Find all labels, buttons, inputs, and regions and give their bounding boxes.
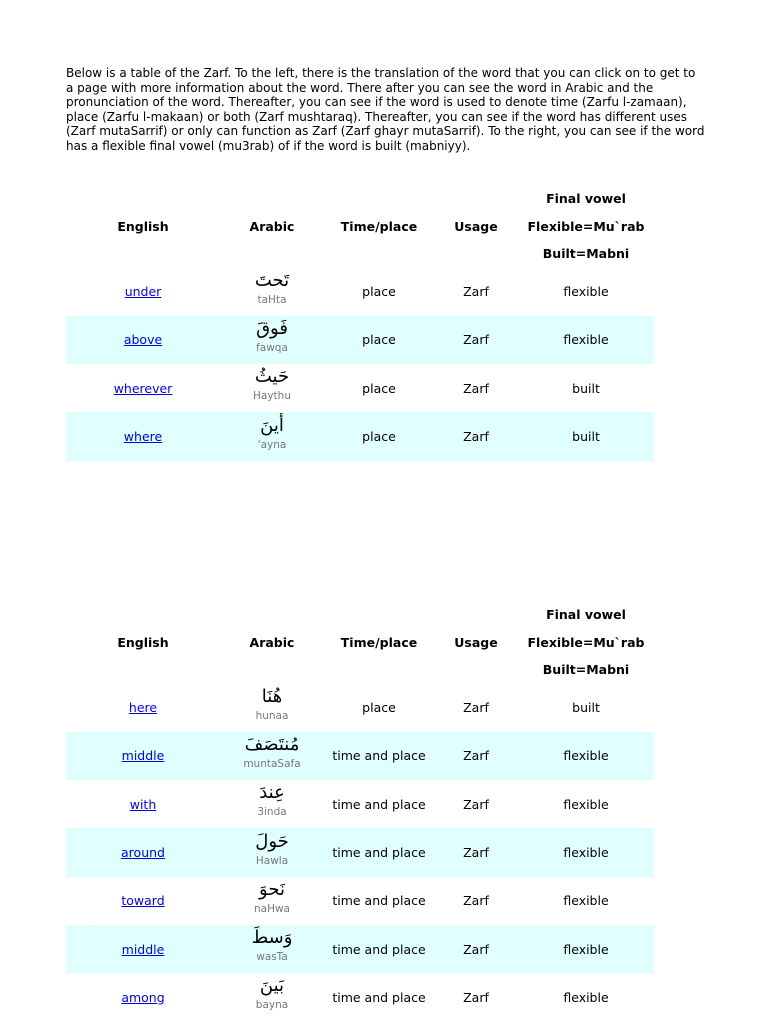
usage-cell: Zarf	[463, 989, 489, 1005]
table-row	[66, 877, 654, 925]
header-arabic: Arabic	[249, 634, 295, 650]
arabic-cell	[220, 316, 324, 364]
time-place-cell: time and place	[332, 796, 426, 812]
arabic-word: بَينَ	[259, 975, 285, 997]
final-vowel-cell: flexible	[563, 989, 609, 1005]
header-english: English	[117, 634, 169, 650]
english-word-link[interactable]: wherever	[113, 380, 173, 396]
final-vowel-cell: flexible	[518, 732, 654, 780]
arabic-cell	[220, 877, 324, 925]
arabic-word: حَولَ	[255, 830, 289, 852]
usage-cell: Zarf	[434, 732, 518, 780]
english-cell	[66, 412, 220, 460]
english-cell	[66, 925, 220, 973]
header-final-vowel-title: Final vowel	[546, 191, 626, 206]
header-final-vowel	[518, 185, 654, 268]
zarf-table-place	[66, 185, 654, 461]
header-final-vowel-title: Final vowel	[546, 607, 626, 622]
arabic-cell	[220, 828, 324, 876]
header-final-vowel	[518, 601, 654, 684]
time-place-cell: place	[362, 284, 396, 300]
usage-cell: Zarf	[434, 925, 518, 973]
english-word-link[interactable]: toward	[121, 893, 165, 909]
english-word-link[interactable]: under	[124, 284, 162, 300]
intro-paragraph: Below is a table of the Zarf. To the left, there is the translation of the word that you can click on to get to a page with more information about the word. There after you can see the word in Arabic and the pronunciation of the word. Thereafter, you can see if the word is used to denote time (Zarfu l-zamaan), place (Zarfu l-makaan) or both (Zarf mushtaraq). Thereafter, you can see if the word has different uses (Zarf mutaSarrif) or only can function as Zarf (Zarf ghayr mutaSarrif). To the right, you can see if the word has a flexible final vowel (mu3rab) of if the word is built (mabniyy).	[66, 66, 705, 153]
english-word-link[interactable]: among	[121, 989, 165, 1005]
transliteration: 3inda	[257, 806, 287, 819]
final-vowel-cell: flexible	[518, 316, 654, 364]
usage-cell: Zarf	[434, 412, 518, 460]
english-cell	[66, 268, 220, 316]
table-row	[66, 364, 654, 412]
english-cell	[66, 316, 220, 364]
english-word-link[interactable]: above	[123, 332, 163, 348]
header-time-place: Time/place	[340, 634, 418, 650]
transliteration: hunaa	[255, 709, 289, 722]
table-row	[66, 316, 654, 364]
header-time-place: Time/place	[340, 218, 418, 234]
time-place-cell: place	[362, 700, 396, 716]
arabic-word: أينَ	[260, 414, 284, 436]
header-final-vowel-built: Built=Mabni	[542, 662, 630, 677]
english-cell	[66, 684, 220, 732]
arabic-cell	[220, 925, 324, 973]
table-row	[66, 973, 654, 1021]
table-row	[66, 925, 654, 973]
arabic-word: وَسطَ	[251, 927, 293, 949]
time-place-cell: time and place	[324, 732, 434, 780]
table-row	[66, 732, 654, 780]
header-arabic: Arabic	[249, 218, 295, 234]
final-vowel-cell: flexible	[518, 925, 654, 973]
time-place-cell: place	[362, 380, 396, 396]
arabic-cell	[220, 684, 324, 732]
english-cell	[66, 364, 220, 412]
header-final-vowel-built: Built=Mabni	[542, 246, 630, 261]
time-place-cell: time and place	[332, 893, 426, 909]
table-row	[66, 684, 654, 732]
transliteration: bayna	[255, 999, 289, 1012]
english-cell	[66, 828, 220, 876]
final-vowel-cell: flexible	[518, 828, 654, 876]
english-cell	[66, 877, 220, 925]
arabic-word: حَيثُ	[254, 366, 290, 388]
header-final-vowel-flexible: Flexible=Mu`rab	[527, 634, 645, 650]
transliteration: Haythu	[253, 390, 291, 403]
transliteration: wasTa	[256, 951, 288, 964]
usage-cell: Zarf	[463, 893, 489, 909]
english-word-link[interactable]: middle	[121, 941, 165, 957]
final-vowel-cell: flexible	[563, 796, 609, 812]
final-vowel-cell: built	[518, 412, 654, 460]
header-final-vowel-flexible: Flexible=Mu`rab	[527, 218, 645, 234]
usage-cell: Zarf	[434, 316, 518, 364]
arabic-word: فَوقَ	[256, 317, 288, 339]
arabic-word: نَحوَ	[259, 878, 285, 900]
final-vowel-cell: built	[572, 700, 600, 716]
arabic-cell	[220, 268, 324, 316]
transliteration: muntaSafa	[243, 757, 301, 770]
time-place-cell: time and place	[324, 925, 434, 973]
arabic-word: هُنَا	[261, 685, 283, 707]
time-place-cell: place	[324, 412, 434, 460]
usage-cell: Zarf	[434, 828, 518, 876]
arabic-cell	[220, 780, 324, 828]
usage-cell: Zarf	[463, 284, 489, 300]
time-place-cell: place	[324, 316, 434, 364]
final-vowel-cell: flexible	[563, 893, 609, 909]
arabic-word: مُنتَصَفَ	[244, 733, 300, 755]
arabic-cell	[220, 732, 324, 780]
transliteration: 'ayna	[257, 438, 287, 451]
final-vowel-cell: built	[572, 380, 600, 396]
table-header-row	[66, 601, 654, 684]
header-usage: Usage	[454, 218, 498, 234]
usage-cell: Zarf	[463, 380, 489, 396]
english-word-link[interactable]: here	[128, 700, 158, 716]
arabic-cell	[220, 364, 324, 412]
transliteration: naHwa	[253, 902, 290, 915]
table-row	[66, 412, 654, 460]
transliteration: Hawla	[255, 854, 289, 867]
english-word-link[interactable]: around	[121, 845, 165, 861]
header-english: English	[117, 218, 169, 234]
table-header-row	[66, 185, 654, 268]
english-word-link[interactable]: where	[123, 429, 163, 445]
usage-cell: Zarf	[463, 796, 489, 812]
table-row	[66, 828, 654, 876]
table-row	[66, 268, 654, 316]
english-cell	[66, 732, 220, 780]
transliteration: fawqa	[256, 341, 288, 354]
arabic-cell	[220, 973, 324, 1021]
time-place-cell: time and place	[324, 828, 434, 876]
time-place-cell: time and place	[332, 989, 426, 1005]
english-word-link[interactable]: with	[129, 796, 157, 812]
usage-cell: Zarf	[463, 700, 489, 716]
table-row	[66, 780, 654, 828]
english-cell	[66, 780, 220, 828]
arabic-word: عِندَ	[259, 782, 285, 804]
english-word-link[interactable]: middle	[121, 748, 165, 764]
english-cell	[66, 973, 220, 1021]
arabic-cell	[220, 412, 324, 460]
final-vowel-cell: flexible	[563, 284, 609, 300]
zarf-table-time-and-place	[66, 601, 654, 1022]
header-usage: Usage	[454, 634, 498, 650]
transliteration: taHta	[257, 293, 287, 306]
arabic-word: تَحتَ	[254, 269, 290, 291]
